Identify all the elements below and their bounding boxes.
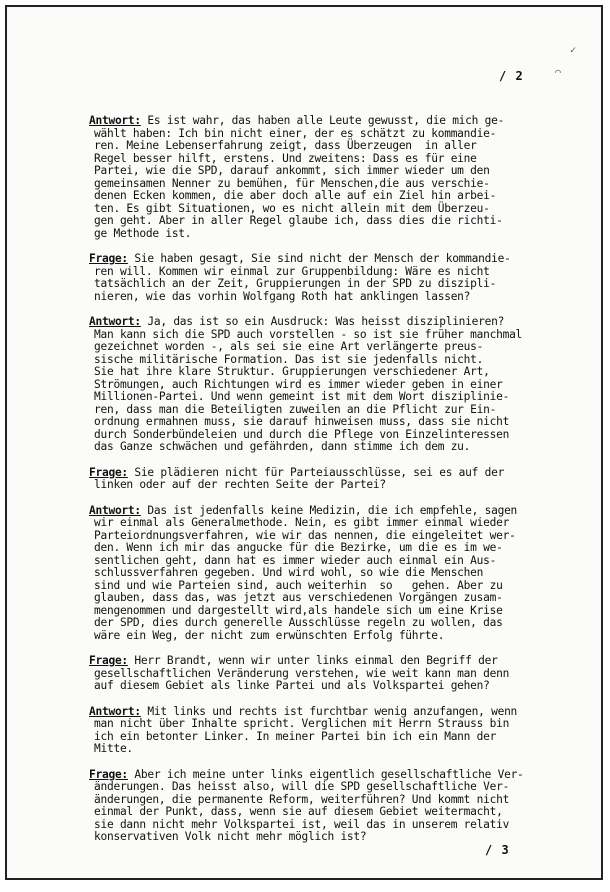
paragraph-line: Man kann sich die SPD auch vorstellen - so ist sie früher manchmal bbox=[94, 327, 523, 341]
paragraph-line: gen geht. Aber in aller Regel glaube ich, dass dies die richti- bbox=[94, 214, 503, 227]
paragraph-line: Strömungen, auch Richtungen wird es immer wieder geben in einer bbox=[94, 377, 503, 391]
speaker-label: Antwort: bbox=[89, 503, 141, 517]
paragraph-line: ren, dass man die Beteiligten zuweilen an die Pflicht zur Ein- bbox=[94, 402, 497, 416]
answer-block bbox=[85, 505, 573, 643]
paragraph-line: Parteiordnungsverfahren, wie wir das nennen, die eingeleitet wer- bbox=[94, 528, 516, 542]
paragraph-line: ren. Meine Lebenserfahrung zeigt, dass Überzeugen in aller bbox=[94, 139, 477, 152]
paragraph-text: Herr Brandt, wenn wir unter links einmal den Begriff der bbox=[127, 654, 498, 667]
paragraph-line: wählt haben: Ich bin nicht einer, der es schätzt zu kommandie- bbox=[94, 126, 497, 140]
paragraph-text: Mit links und rechts ist furchtbar wenig anzufangen, wenn bbox=[140, 704, 518, 718]
paragraph-line: mengenommen und dargestellt wird,als handele sich um eine Krise bbox=[94, 603, 503, 617]
paragraph-line: den. Wenn ich mir das angucke für die Bezirke, um die es im we- bbox=[94, 541, 503, 554]
paragraph-line: man nicht über Inhalte spricht. Verglichen mit Herrn Strauss bin bbox=[94, 717, 510, 730]
question-block bbox=[85, 253, 573, 303]
paragraph-line: durch Sonderbündeleien und durch die Pflege von Einzelinteressen bbox=[94, 427, 510, 441]
answer-block bbox=[85, 115, 573, 240]
paragraph-line: ge Methode ist. bbox=[94, 226, 192, 240]
paragraph-line: sische militärische Formation. Das ist sie jedenfalls nicht. bbox=[94, 352, 484, 366]
paragraph-line: sie dann nicht mehr Volkspartei ist, weil das in unserem relativ bbox=[94, 817, 510, 831]
interview-transcript bbox=[85, 115, 573, 857]
speaker-label: Antwort: bbox=[89, 704, 141, 718]
speaker-label: Frage: bbox=[89, 767, 128, 781]
speaker-label: Antwort: bbox=[89, 315, 141, 328]
paragraph-line: glauben, dass das, was jetzt aus verschiedenen Vorgängen zusam- bbox=[94, 591, 503, 604]
paragraph-line: sind und wie Parteien sind, auch weiterhin so gehen. Aber zu bbox=[94, 578, 503, 592]
paragraph-line: einmal der Punkt, dass, wenn sie auf diesem Gebiet weitermacht, bbox=[94, 805, 503, 818]
paragraph-line: Millionen-Partei. Und wenn gemeint ist mit dem Wort disziplinie- bbox=[94, 390, 510, 403]
paragraph-first-line bbox=[89, 316, 573, 329]
paragraph-line: änderungen. Das heisst also, will die SPD gesellschaftliche Ver- bbox=[94, 780, 510, 793]
paragraph-line: Regel besser hilft, erstens. Und zweitens: Dass es für eine bbox=[94, 151, 477, 165]
paragraph-line: Sie hat ihre klare Struktur. Gruppierungen verschiedener Art, bbox=[94, 365, 490, 378]
answer-block bbox=[85, 706, 573, 756]
paragraph-line: ten. Es gibt Situationen, wo es nicht allein mit dem Überzeu- bbox=[94, 201, 490, 215]
speaker-label: Frage: bbox=[89, 465, 128, 479]
paragraph-line: das Ganze schwächen und gefährden, dann stimme ich dem zu. bbox=[94, 440, 471, 453]
paragraph-line: Mitte. bbox=[94, 742, 133, 755]
paragraph-text: Es ist wahr, das haben alle Leute gewusst, die mich ge- bbox=[140, 114, 505, 127]
paragraph-line: ordnung ermahnen muss, sie darauf hinweisen muss, dass sie nicht bbox=[94, 415, 510, 428]
paragraph-first-line bbox=[89, 655, 573, 668]
paragraph-line: wäre ein Weg, der nicht zum erwünschten Erfolg führte. bbox=[94, 628, 445, 642]
paragraph-line: gezeichnet worden -, als sei sie eine Art verlängerte preus- bbox=[94, 340, 484, 353]
document-page bbox=[5, 5, 603, 880]
paragraph-line: linken oder auf der rechten Seite der Partei? bbox=[94, 478, 386, 491]
paragraph-text: Aber ich meine unter links eigentlich gesellschaftliche Ver- bbox=[127, 767, 524, 781]
paragraph-line: konservativen Volk nicht mehr möglich ist? bbox=[94, 830, 367, 843]
ink-mark: ✓ bbox=[570, 45, 577, 56]
page-number-bottom: / 3 bbox=[485, 843, 510, 857]
speaker-label: Antwort: bbox=[89, 114, 141, 127]
paragraph-line: tatsächlich an der Zeit, Gruppierungen in der SPD zu diszipli- bbox=[94, 277, 497, 290]
ink-mark: ⌒ bbox=[555, 67, 562, 78]
paragraph-line: sentlichen geht, dann hat es immer wieder auch einmal ein Aus- bbox=[94, 553, 497, 567]
question-block bbox=[85, 655, 573, 693]
paragraph-line: auf diesem Gebiet als linke Partei und als Volkspartei gehen? bbox=[94, 679, 490, 692]
paragraph-line: der SPD, dies durch generelle Ausschlüsse regeln zu wollen, das bbox=[94, 616, 503, 629]
answer-block bbox=[85, 316, 573, 454]
paragraph-line: gemeinsamen Nenner zu bemühen, für Menschen,die aus verschie- bbox=[94, 176, 490, 190]
paragraph-line: denen Ecken kommen, die aber doch alle auf ein Ziel hin arbei- bbox=[94, 189, 497, 202]
question-block bbox=[85, 467, 573, 492]
paragraph-line: ich ein betonter Linker. In meiner Partei bin ich ein Mann der bbox=[94, 729, 497, 743]
page-number-top: / 2 bbox=[499, 69, 524, 83]
paragraph-line: Partei, wie die SPD, darauf ankommt, sich immer wieder um den bbox=[94, 164, 490, 177]
paragraph-line: ren will. Kommen wir einmal zur Gruppenbildung: Wäre es nicht bbox=[94, 264, 490, 278]
paragraph-first-line bbox=[89, 115, 573, 128]
paragraph-line: änderungen, die permanente Reform, weiterführen? Und kommt nicht bbox=[94, 792, 510, 806]
paragraph-line: wir einmal als Generalmethode. Nein, es gibt immer einmal wieder bbox=[94, 516, 510, 529]
paragraph-line: nieren, wie das vorhin Wolfgang Roth hat anklingen lassen? bbox=[94, 289, 471, 303]
paragraph-line: schlussverfahren gegeben. Und wird wohl, so wie die Menschen bbox=[94, 566, 484, 579]
paragraph-first-line bbox=[89, 253, 573, 266]
paragraph-line: gesellschaftlichen Veränderung verstehen, wie weit kann man denn bbox=[94, 666, 510, 680]
question-block bbox=[85, 769, 573, 844]
speaker-label: Frage: bbox=[89, 252, 128, 265]
speaker-label: Frage: bbox=[89, 654, 128, 667]
paragraph-text: Sie haben gesagt, Sie sind nicht der Mensch der kommandie- bbox=[127, 252, 511, 265]
paragraph-text: Sie plädieren nicht für Parteiausschlüsse, sei es auf der bbox=[127, 465, 505, 479]
paragraph-text: Ja, das ist so ein Ausdruck: Was heisst disziplinieren? bbox=[140, 315, 505, 328]
paragraph-text: Das ist jedenfalls keine Medizin, die ich empfehle, sagen bbox=[140, 503, 518, 517]
